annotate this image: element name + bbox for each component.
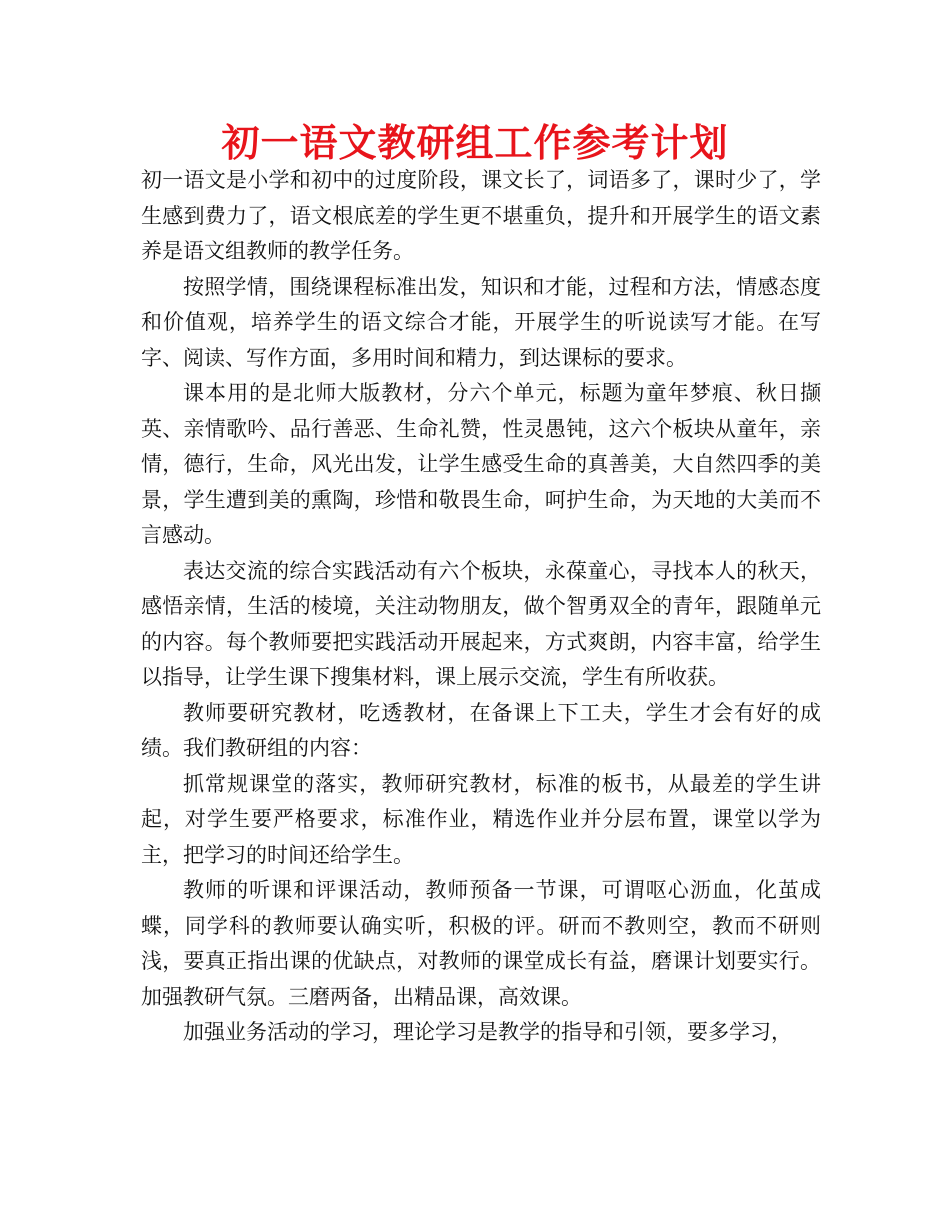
paragraph-curriculum-goals: 按照学情，围绕课程标准出发，知识和才能，过程和方法，情感态度和价值观，培养学生的语文综合才能，开展学生的听说读写才能。在写字、阅读、写作方面，多用时间和精力，到达课标的要求。	[141, 274, 821, 370]
paragraph-practice-activities: 表达交流的综合实践活动有六个板块，永葆童心，寻找本人的秋天，感悟亲情，生活的棱境，关注动物朋友，做个智勇双全的青年，跟随单元的内容。每个教师要把实践活动开展起来，方式爽朗，内容丰富，给学生以指导，让学生课下搜集材料，课上展示交流，学生有所收获。	[141, 558, 821, 689]
paragraph-professional-study: 加强业务活动的学习，理论学习是教学的指导和引领，要多学习，	[183, 1020, 792, 1044]
paragraph-textbook-units: 课本用的是北师大版教材，分六个单元，标题为童年梦痕、秋日撷英、亲情歌吟、品行善恶、生命礼赞，性灵愚钝，这六个板块从童年，亲情，德行，生命，风光出发，让学生感受生命的真善美，大自然四季的美景，学生遭到美的熏陶，珍惜和敬畏生命，呵护生命，为天地的大美而不言感动。	[141, 381, 821, 547]
paragraph-lesson-review: 教师的听课和评课活动，教师预备一节课，可谓呕心沥血，化茧成蝶，同学科的教师要认确实听，积极的评。研而不教则空，教而不研则浅，要真正指出课的优缺点，对教师的课堂成长有益，磨课计划要实行。加强教研气氛。三磨两备，出精品课，高效课。	[141, 878, 821, 1009]
paragraph-classroom-routine: 抓常规课堂的落实，教师研究教材，标准的板书，从最差的学生讲起，对学生要严格要求，标准作业，精选作业并分层布置，课堂以学为主，把学习的时间还给学生。	[141, 771, 821, 867]
document-title: 初一语文教研组工作参考计划	[221, 121, 729, 165]
paragraph-study-materials: 教师要研究教材，吃透教材，在备课上下工夫，学生才会有好的成绩。我们教研组的内容：	[141, 700, 821, 760]
paragraph-intro: 初一语文是小学和初中的过度阶段，课文长了，词语多了，课时少了，学生感到费力了，语文根底差的学生更不堪重负，提升和开展学生的语文素养是语文组教师的教学任务。	[141, 168, 821, 263]
document-body	[141, 163, 821, 1051]
